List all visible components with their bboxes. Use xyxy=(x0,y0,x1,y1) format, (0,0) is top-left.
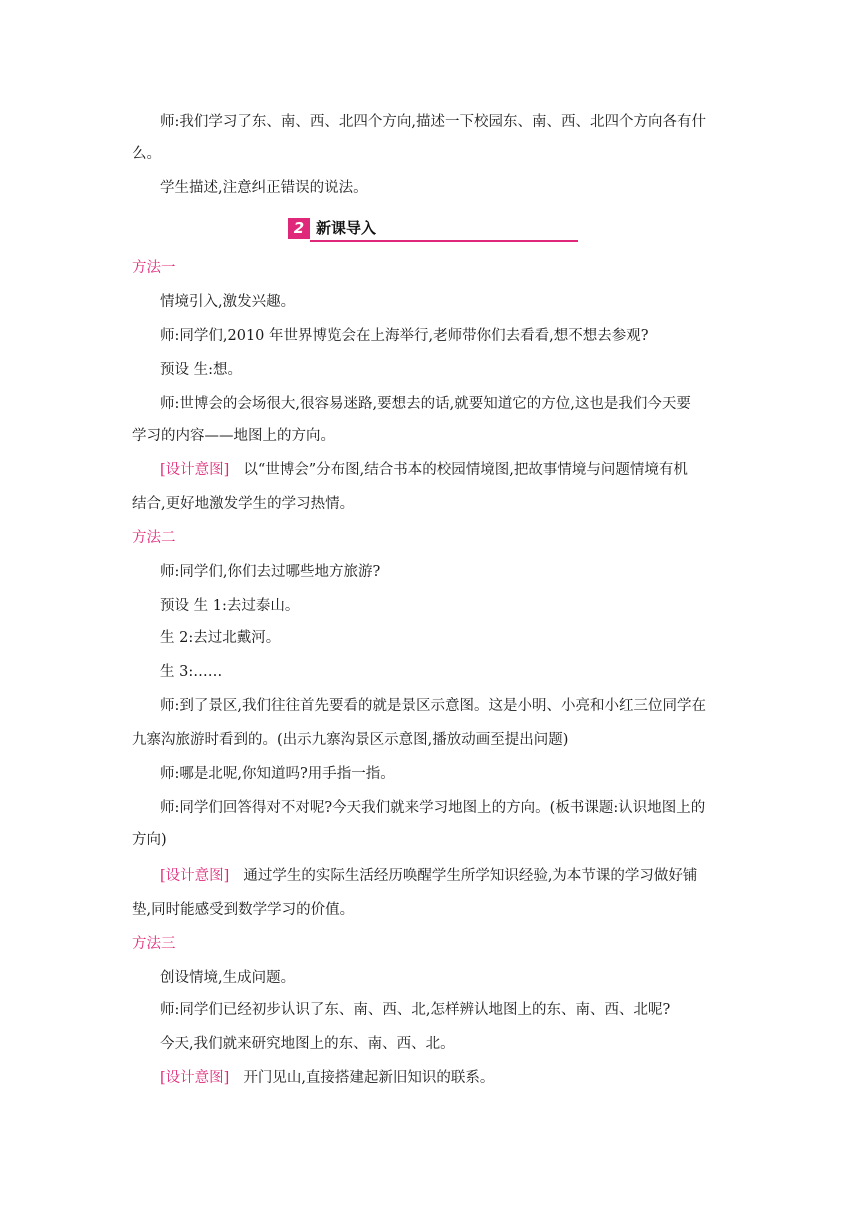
section-underline xyxy=(310,240,578,242)
method-heading: 方法三 xyxy=(132,936,176,952)
method-heading: 方法一 xyxy=(132,260,176,276)
design-intent xyxy=(160,460,688,480)
paragraph: 今天,我们就来研究地图上的东、南、西、北。 xyxy=(160,1036,455,1052)
paragraph: 师:同学们已经初步认识了东、南、西、北,怎样辨认地图上的东、南、西、北呢? xyxy=(160,1002,671,1018)
design-intent-tag: [设计意图] xyxy=(160,462,230,478)
design-intent-text: 结合,更好地激发学生的学习热情。 xyxy=(132,496,355,512)
paragraph: 师:到了景区,我们往往首先要看的就是景区示意图。这是小明、小亮和小红三位同学在 xyxy=(160,698,706,714)
design-intent-text: 垫,同时能感受到数学学习的价值。 xyxy=(132,902,355,918)
method-heading: 方法二 xyxy=(132,530,176,546)
design-intent-tag: [设计意图] xyxy=(160,868,230,884)
section-header xyxy=(288,216,578,242)
intro-paragraph-line: 师:我们学习了东、南、西、北四个方向,描述一下校园东、南、西、北四个方向各有什 xyxy=(160,114,706,130)
paragraph: 师:同学们,2010 年世界博览会在上海举行,老师带你们去看看,想不想去参观? xyxy=(160,328,649,344)
paragraph: 师:同学们,你们去过哪些地方旅游? xyxy=(160,564,381,580)
paragraph: 情境引入,激发兴趣。 xyxy=(160,294,296,310)
paragraph: 预设 生:想。 xyxy=(160,362,242,378)
paragraph: 创设情境,生成问题。 xyxy=(160,970,296,986)
design-intent-tag: [设计意图] xyxy=(160,1070,230,1086)
paragraph: 生 2:去过北戴河。 xyxy=(160,630,281,646)
section-title: 新课导入 xyxy=(316,219,377,237)
design-intent xyxy=(160,866,697,886)
section-number-badge: 2 xyxy=(288,218,310,239)
intro-note: 学生描述,注意纠正错误的说法。 xyxy=(160,180,368,196)
paragraph: 师:世博会的会场很大,很容易迷路,要想去的话,就要知道它的方位,这也是我们今天要 xyxy=(160,396,691,412)
intro-paragraph-line: 么。 xyxy=(132,146,161,162)
paragraph: 师:哪是北呢,你知道吗?用手指一指。 xyxy=(160,766,395,782)
design-intent-text: 开门见山,直接搭建起新旧知识的联系。 xyxy=(243,1070,495,1086)
paragraph: 学习的内容——地图上的方向。 xyxy=(132,428,335,444)
paragraph: 预设 生 1:去过泰山。 xyxy=(160,598,300,614)
paragraph: 生 3:…… xyxy=(160,664,223,680)
design-intent-text: 通过学生的实际生活经历唤醒学生所学知识经验,为本节课的学习做好铺 xyxy=(243,868,698,884)
paragraph: 师:同学们回答得对不对呢?今天我们就来学习地图上的方向。(板书课题:认识地图上的 xyxy=(160,800,706,816)
design-intent-text: 以“世博会”分布图,结合书本的校园情境图,把故事情境与问题情境有机 xyxy=(243,462,688,478)
paragraph: 九寨沟旅游时看到的。(出示九寨沟景区示意图,播放动画至提出问题) xyxy=(132,732,569,748)
design-intent xyxy=(160,1068,494,1088)
paragraph: 方向) xyxy=(132,832,167,848)
